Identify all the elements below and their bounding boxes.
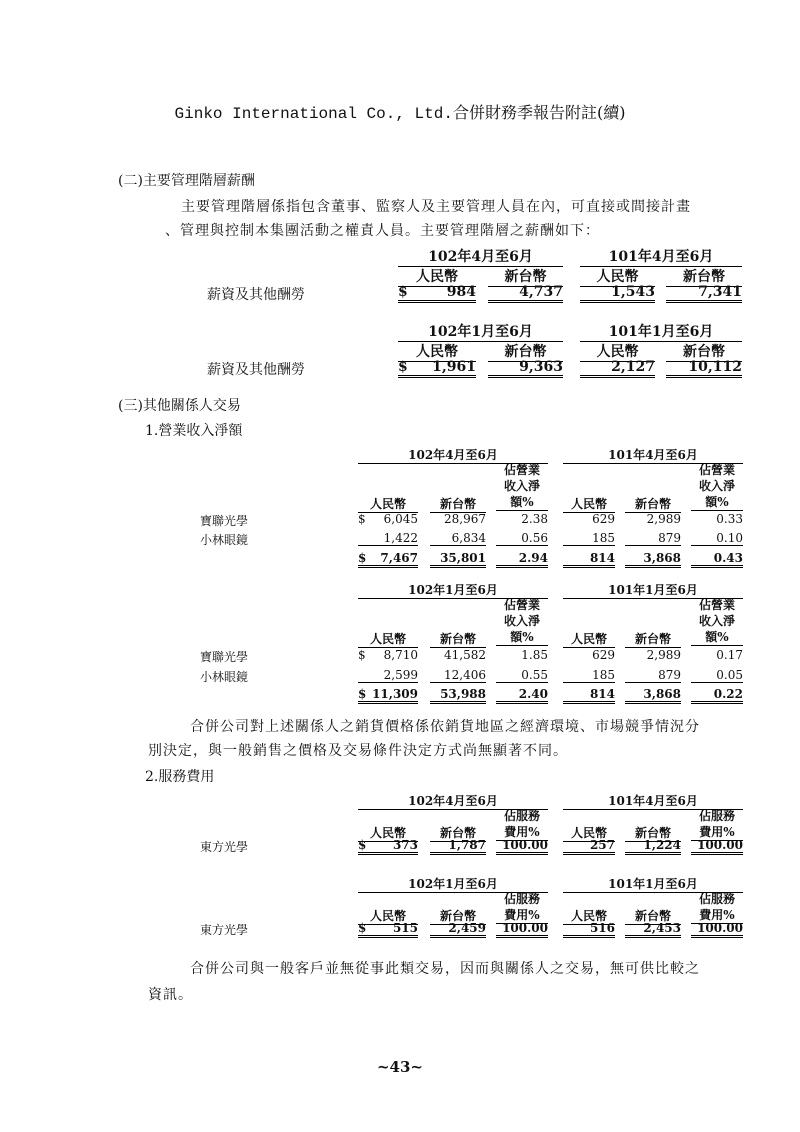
t2-value-4: 10,112 (666, 359, 742, 378)
rev-h-total-b: 53,988 (430, 687, 486, 704)
rev-h-row-1-cur: $ (358, 648, 366, 662)
page-number: ~43~ (376, 1058, 423, 1076)
rev-h-period-2: 101年1月至6月 (563, 581, 743, 599)
rev-h-row-2-d: 185 (563, 668, 615, 683)
svc-h-pct-header-1: 佔服務 費用% (496, 891, 548, 924)
t2-value-1: 1,961 (398, 359, 476, 378)
rev-q-period-1: 102年4月至6月 (358, 446, 548, 464)
rev-q-row-2-label: 小林眼鏡 (200, 533, 249, 547)
rev-q-pct-header-1: 佔營業 收入淨 額% (496, 462, 548, 511)
title-zh: 合併財務季報告附註(續) (452, 103, 626, 122)
svc-q-e: 1,224 (625, 838, 681, 855)
rev-h-row-2-f: 0.05 (691, 668, 743, 683)
rev-h-row-2-c: 0.55 (496, 668, 548, 683)
svc-q-period-2: 101年4月至6月 (563, 792, 743, 810)
rev-h-row-1-e: 2,989 (646, 648, 681, 662)
rev-h-col-rmb-2: 人民幣 (563, 630, 615, 648)
svc-q-col-ntd-1: 新台幣 (430, 824, 486, 842)
t1-currency: $ (398, 284, 408, 300)
rev-h-total-e: 3,868 (625, 687, 681, 704)
svc-q-row-label: 東方光學 (200, 840, 249, 854)
svc-h-f: 100.00 (691, 921, 743, 938)
rev-q-row-2-a: 1,422 (358, 531, 418, 546)
rev-h-total-c: 2.40 (496, 687, 548, 704)
svc-q-col-rmb-2: 人民幣 (563, 824, 615, 842)
t2-col-rmb-1: 人民幣 (398, 341, 476, 362)
svc-h-c: 100.00 (496, 921, 548, 938)
rev-q-col-rmb-2: 人民幣 (563, 495, 615, 513)
rev-h-row-2-label: 小林眼鏡 (200, 670, 249, 684)
t1-col-ntd-1: 新台幣 (488, 266, 563, 287)
svc-q-a: 373 (358, 838, 418, 855)
svc-h-cur: $ (358, 921, 367, 935)
t1-col-rmb-2: 人民幣 (580, 266, 655, 287)
svc-h-d: 516 (563, 921, 615, 938)
page-title (0, 100, 800, 123)
rev-q-col-ntd-2: 新台幣 (625, 495, 681, 513)
rev-h-row-1-label: 寶聯光學 (200, 650, 249, 664)
svc-h-period-2: 101年1月至6月 (563, 875, 743, 893)
svc-h-col-rmb-1: 人民幣 (358, 907, 418, 925)
rev-q-row-1-e: 2,989 (646, 512, 681, 526)
rev-q-total-f: 0.43 (691, 551, 743, 568)
rev-q-row-2-d: 185 (563, 531, 615, 546)
note-1-line-2: 別決定，與一般銷售之價格及交易條件決定方式尚無顯著不同。 (148, 743, 568, 759)
rev-q-row-2-f: 0.10 (691, 531, 743, 546)
note-2-line-2: 資訊。 (148, 987, 193, 1003)
rev-h-row-1-b: 41,582 (444, 648, 486, 662)
svc-q-pct-header-2: 佔服務 費用% (691, 808, 743, 841)
rev-q-row-1-label: 寶聯光學 (200, 514, 249, 528)
rev-h-total-d: 814 (563, 687, 615, 704)
t2-period-1: 102年1月至6月 (398, 321, 563, 342)
rev-q-row-1-b: 28,967 (444, 512, 486, 526)
t2-col-ntd-2: 新台幣 (666, 341, 742, 362)
svc-q-f: 100.00 (691, 838, 743, 855)
svc-h-a: 515 (358, 921, 418, 938)
svc-h-col-ntd-2: 新台幣 (625, 907, 681, 925)
rev-q-row-2-e: 879 (625, 531, 681, 546)
svc-h-col-rmb-2: 人民幣 (563, 907, 615, 925)
note-2-line-1: 合併公司與一般客戶並無從事此類交易，因而與關係人之交易，無可供比較之 (190, 961, 700, 977)
rev-h-col-ntd-1: 新台幣 (430, 630, 486, 648)
svc-q-cur: $ (358, 838, 367, 852)
section-3-sub-2: 2.服務費用 (145, 769, 215, 785)
section-2-heading: (二)主要管理階層薪酬 (118, 173, 255, 189)
rev-q-total-a: 7,467 (358, 551, 418, 568)
section-2-para-1: 主要管理階層係指包含董事、監察人及主要管理人員在內，可直接或間接計畫 (181, 199, 691, 215)
rev-h-total-a: 11,309 (358, 687, 418, 704)
rev-h-col-rmb-1: 人民幣 (358, 630, 418, 648)
t1-value-4: 7,341 (666, 284, 742, 303)
t1-col-ntd-2: 新台幣 (666, 266, 742, 287)
svc-q-pct-header-1: 佔服務 費用% (496, 808, 548, 841)
rev-q-total-d: 814 (563, 551, 615, 568)
t1-row-label: 薪資及其他酬勞 (207, 287, 305, 303)
t2-value-2: 9,363 (488, 359, 563, 378)
rev-h-row-2-b: 12,406 (430, 668, 486, 683)
svc-h-col-ntd-1: 新台幣 (430, 907, 486, 925)
svc-q-b: 1,787 (430, 838, 486, 855)
svc-h-period-1: 102年1月至6月 (358, 875, 548, 893)
svc-q-col-ntd-2: 新台幣 (625, 824, 681, 842)
rev-q-period-2: 101年4月至6月 (563, 446, 743, 464)
svc-q-c: 100.00 (496, 838, 548, 855)
rev-q-row-2-c: 0.56 (496, 531, 548, 546)
svc-h-row-label: 東方光學 (200, 923, 249, 937)
rev-h-row-1-d: 629 (592, 648, 615, 662)
t1-value-2: 4,737 (488, 284, 563, 303)
t1-value-3: 1,543 (580, 284, 655, 303)
rev-h-row-1-f: 0.17 (716, 648, 743, 662)
rev-h-row-1-a: 8,710 (383, 648, 418, 662)
t2-value-3: 2,127 (580, 359, 655, 378)
svc-h-e: 2,453 (625, 921, 681, 938)
svc-q-period-1: 102年4月至6月 (358, 792, 548, 810)
svc-q-d: 257 (563, 838, 615, 855)
section-3-heading: (三)其他關係人交易 (118, 398, 241, 414)
rev-h-row-2-e: 879 (625, 668, 681, 683)
rev-q-total-e: 3,868 (625, 551, 681, 568)
rev-h-total-f: 0.22 (691, 687, 743, 704)
t2-period-2: 101年1月至6月 (580, 321, 742, 342)
rev-h-period-1: 102年1月至6月 (358, 581, 548, 599)
t2-currency: $ (398, 359, 408, 375)
t1-period-2: 101年4月至6月 (580, 246, 742, 267)
rev-q-row-2-b: 6,834 (430, 531, 486, 546)
t1-col-rmb-1: 人民幣 (398, 266, 476, 287)
t2-col-ntd-1: 新台幣 (488, 341, 563, 362)
rev-h-total-cur: $ (358, 687, 367, 701)
rev-h-pct-header-1: 佔營業 收入淨 額% (496, 597, 548, 646)
svc-h-pct-header-2: 佔服務 費用% (691, 891, 743, 924)
section-2-para-2: 、管理與控制本集團活動之權責人員。主要管理階層之薪酬如下： (165, 223, 600, 239)
t1-value-1: 984 (398, 284, 476, 303)
rev-h-pct-header-2: 佔營業 收入淨 額% (691, 597, 743, 646)
rev-h-row-2-a: 2,599 (358, 668, 418, 683)
rev-q-pct-header-2: 佔營業 收入淨 額% (691, 462, 743, 511)
rev-q-row-1-d: 629 (592, 512, 615, 526)
note-1-line-1: 合併公司對上述關係人之銷貨價格係依銷貨地區之經濟環境、市場競爭情況分 (190, 719, 700, 735)
rev-q-total-c: 2.94 (496, 551, 548, 568)
t2-col-rmb-2: 人民幣 (580, 341, 655, 362)
rev-q-row-1-cur: $ (358, 512, 366, 526)
rev-h-row-1-c: 1.85 (521, 648, 548, 662)
rev-h-col-ntd-2: 新台幣 (625, 630, 681, 648)
rev-q-col-rmb-1: 人民幣 (358, 495, 418, 513)
t2-row-label: 薪資及其他酬勞 (207, 362, 305, 378)
section-3-sub-1: 1.營業收入淨額 (145, 423, 243, 439)
t1-period-1: 102年4月至6月 (398, 246, 563, 267)
rev-q-total-cur: $ (358, 551, 367, 565)
rev-q-row-1-a: 6,045 (383, 512, 418, 526)
svc-q-col-rmb-1: 人民幣 (358, 824, 418, 842)
rev-q-row-1-c: 2.38 (521, 512, 548, 526)
rev-q-row-1-f: 0.33 (716, 512, 743, 526)
svc-h-b: 2,459 (430, 921, 486, 938)
title-en: Ginko International Co., Ltd. (174, 105, 453, 123)
rev-q-total-b: 35,801 (430, 551, 486, 568)
rev-q-col-ntd-1: 新台幣 (430, 495, 486, 513)
